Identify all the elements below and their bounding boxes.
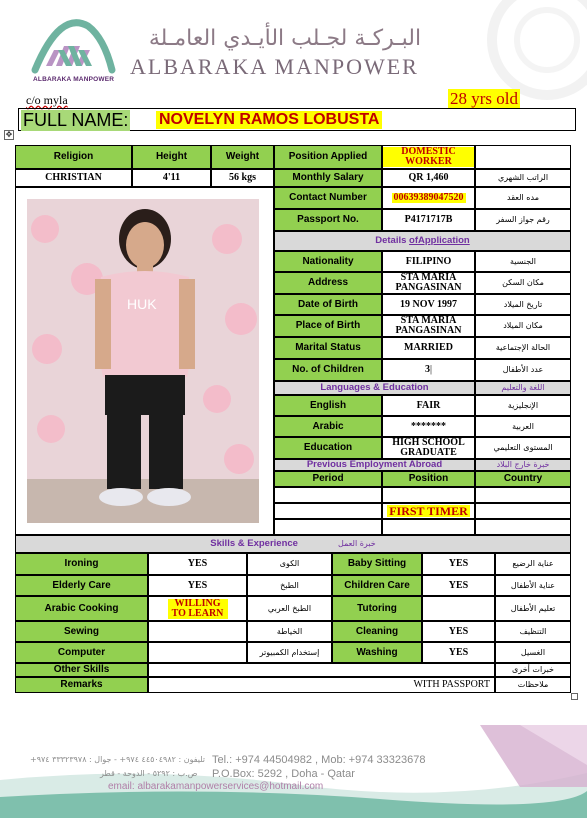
employment-period-cell [274, 519, 382, 535]
remarks-value: WITH PASSPORT [148, 677, 495, 693]
computer-arabic: إستخدام الكمبيوتر [247, 642, 332, 663]
contact-number-value: 00639389047520 [382, 187, 475, 209]
full-name-row [18, 108, 576, 131]
ironing-arabic: الكوى [247, 553, 332, 575]
application-form-table [15, 145, 571, 693]
position-column-header: Position [382, 471, 475, 487]
education-label: Education [274, 437, 382, 459]
religion-value: CHRISTIAN [15, 169, 132, 187]
washing-label: Washing [332, 642, 422, 663]
employment-period-cell [274, 487, 382, 503]
ironing-label: Ironing [15, 553, 148, 575]
religion-label: Religion [15, 145, 132, 169]
full-name-label: FULL NAME: [23, 110, 129, 130]
weight-value: 56 kgs [211, 169, 274, 187]
footer-phone: Tel.: +974 44504982 , Mob: +974 33323678 [212, 754, 426, 766]
languages-header: Languages & Education [274, 381, 475, 395]
monthly-salary-label: Monthly Salary [274, 169, 382, 187]
children-value[interactable]: 3 | [382, 359, 475, 381]
ironing-value: YES [148, 553, 247, 575]
baby-sitting-value: YES [422, 553, 495, 575]
height-value: 4'11 [132, 169, 211, 187]
baby-sitting-arabic: عناية الرضيع [495, 553, 571, 575]
address-label: Address [274, 272, 382, 294]
passport-label: Passport No. [274, 209, 382, 231]
languages-header-arabic: اللغة والتعليم [475, 381, 571, 395]
arabic-cooking-arabic: الطبخ العربي [247, 596, 332, 621]
weight-label: Weight [211, 145, 274, 169]
place-of-birth-value: STA MARIA PANGASINAN [382, 315, 475, 337]
elderly-care-value: YES [148, 575, 247, 596]
employment-country-cell [475, 487, 571, 503]
remarks-arabic: ملاحظات [495, 677, 571, 693]
computer-label: Computer [15, 642, 148, 663]
children-label: No. of Children [274, 359, 382, 381]
employment-header: Previous Employment Abroad [274, 459, 475, 471]
tutoring-value [422, 596, 495, 621]
arabic-cooking-value: WILLING TO LEARN [148, 596, 247, 621]
children-arabic: عدد الأطفال [475, 359, 571, 381]
computer-value [148, 642, 247, 663]
tutoring-arabic: تعليم الأطفال [495, 596, 571, 621]
arabic-company-title: البـركـة لجـلب الأيـدي العامـلة [148, 26, 422, 51]
period-column-header: Period [274, 471, 382, 487]
elderly-care-arabic: الطبخ [247, 575, 332, 596]
tutoring-label: Tutoring [332, 596, 422, 621]
employment-period-cell [274, 503, 382, 519]
english-label: English [274, 395, 382, 416]
skills-header: Skills & Experience خبرة العمل [15, 535, 571, 553]
date-of-birth-label: Date of Birth [274, 294, 382, 315]
marital-status-arabic: الحالة الإجتماعية [475, 337, 571, 359]
elderly-care-label: Elderly Care [15, 575, 148, 596]
footer-email[interactable]: email: albarakamanpowerservices@hotmail.com [108, 781, 324, 792]
table-move-handle-icon[interactable]: ✥ [5, 130, 13, 139]
position-applied-label: Position Applied [274, 145, 382, 169]
cleaning-label: Cleaning [332, 621, 422, 642]
footer-address-arabic: ص.ب : ٥٢٩٢ - الدوحة - قطر [100, 769, 198, 778]
passport-arabic: رقم جواز السفر [475, 209, 571, 231]
arabic-value: ******* [382, 416, 475, 437]
first-timer-note: FIRST TIMER [382, 503, 475, 519]
employment-position-cell [382, 487, 475, 503]
nationality-arabic: الجنسية [475, 251, 571, 272]
nationality-label: Nationality [274, 251, 382, 272]
logo-caption: ALBARAKA MANPOWER [33, 76, 115, 83]
care-of-note [26, 93, 68, 108]
other-skills-arabic: خبرات أخرى [495, 663, 571, 677]
table-resize-handle[interactable] [571, 693, 578, 700]
position-applied-arabic [475, 145, 571, 169]
washing-arabic: الغسيل [495, 642, 571, 663]
employment-header-arabic: خبرة خارج البلاد [475, 459, 571, 471]
arabic-arabic: العربية [475, 416, 571, 437]
children-care-arabic: عناية الأطفال [495, 575, 571, 596]
sewing-arabic: الخياطة [247, 621, 332, 642]
monthly-salary-value: QR 1,460 [382, 169, 475, 187]
care-of-text: c/o myla [26, 93, 68, 107]
children-care-value: YES [422, 575, 495, 596]
details-header: Details of Application [274, 231, 571, 251]
employment-country-cell [475, 519, 571, 535]
place-of-birth-arabic: مكان الميلاد [475, 315, 571, 337]
address-arabic: مكان السكن [475, 272, 571, 294]
nationality-value: FILIPINO [382, 251, 475, 272]
applicant-photo [27, 199, 259, 523]
baby-sitting-label: Baby Sitting [332, 553, 422, 575]
passport-value: P4171717B [382, 209, 475, 231]
marital-status-label: Marital Status [274, 337, 382, 359]
height-label: Height [132, 145, 211, 169]
employment-country-cell [475, 503, 571, 519]
english-value: FAIR [382, 395, 475, 416]
full-name-value: NOVELYN RAMOS LOBUSTA [156, 111, 382, 129]
sewing-label: Sewing [15, 621, 148, 642]
washing-value: YES [422, 642, 495, 663]
place-of-birth-label: Place of Birth [274, 315, 382, 337]
education-value: HIGH SCHOOL GRADUATE [382, 437, 475, 459]
marital-status-value: MARRIED [382, 337, 475, 359]
contact-number-label: Contact Number [274, 187, 382, 209]
other-skills-label: Other Skills [15, 663, 148, 677]
address-value: STA MARIA PANGASINAN [382, 272, 475, 294]
arabic-label: Arabic [274, 416, 382, 437]
footer-phone-arabic: تليفون : ٤٤٥٠٤٩٨٢ ٩٧٤+ - جوال : ٣٣٣٢٣٩٧٨ ٩٧٤+ [30, 755, 206, 764]
other-skills-value [148, 663, 495, 677]
monthly-salary-arabic: الراتب الشهري [475, 169, 571, 187]
employment-position-cell [382, 519, 475, 535]
children-care-label: Children Care [332, 575, 422, 596]
date-of-birth-value: 19 NOV 1997 [382, 294, 475, 315]
svg-text:HUK: HUK [127, 296, 157, 312]
country-column-header: Country [475, 471, 571, 487]
position-applied-value: DOMESTIC WORKER [382, 145, 475, 169]
date-of-birth-arabic: تاريخ الميلاد [475, 294, 571, 315]
english-arabic: الإنجليزية [475, 395, 571, 416]
contact-number-arabic: مده العقد [475, 187, 571, 209]
cleaning-arabic: التنظيف [495, 621, 571, 642]
remarks-label: Remarks [15, 677, 148, 693]
cleaning-value: YES [422, 621, 495, 642]
age-badge: 28 yrs old [450, 89, 518, 108]
education-arabic: المستوى التعليمي [475, 437, 571, 459]
company-name: ALBARAKA MANPOWER [130, 54, 419, 79]
arabic-cooking-label: Arabic Cooking [15, 596, 148, 621]
footer-address: P.O.Box: 5292 , Doha - Qatar [212, 768, 355, 780]
sewing-value [148, 621, 247, 642]
